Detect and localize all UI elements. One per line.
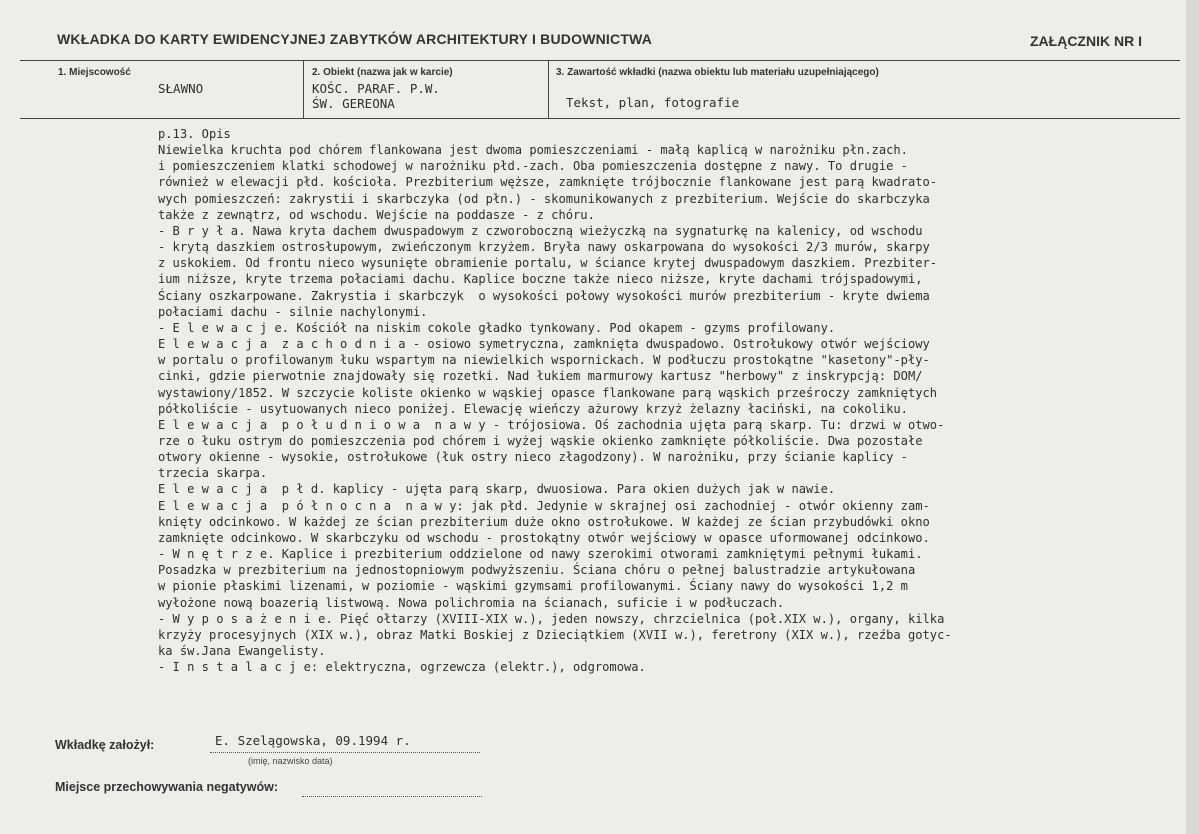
description-line: wych pomieszczeń: zakrystii i skarbczyka (od płn.) - skomunikowanych z prezbiterium. Wejście do skarbczyka <box>158 191 930 206</box>
founded-value: E. Szelągowska, 09.1994 r. <box>215 733 411 748</box>
description-line: ium niższe, kryte trzema połaciami dachu. Kaplice boczne także nieco niższe, kryte dachami trójspadowymi, <box>158 272 923 287</box>
description-line: Niewielka kruchta pod chórem flankowana jest dwoma pomieszczeniami - małą kaplicą w narożniku płn.zach. <box>158 143 908 158</box>
description-line: półkoliście - usytuowanych nieco poniżej. Elewację wieńczy ażurowy krzyż żelazny łaciński, na cokoliku. <box>158 401 908 416</box>
description-line: - krytą daszkiem ostrosłupowym, zwieńczonym krzyżem. Bryła nawy oskarpowana do wysokości 2/3 murów, skarpy <box>158 240 930 255</box>
object-value-line-1: KOŚC. PARAF. P.W. <box>312 81 440 96</box>
place-label: 1. Miejscowość <box>58 67 131 78</box>
description-line: - E l e w a c j e. Kościół na niskim cokole gładko tynkowany. Pod okapem - gzyms profilowany. <box>158 320 836 335</box>
negatives-label: Miejsce przechowywania negatywów: <box>55 780 278 794</box>
description-line: - W n ę t r z e. Kaplice i prezbiterium oddzielone od nawy szerokimi otworami zamkniętymi pełnymi łukami. <box>158 547 923 562</box>
negatives-dotted-line <box>302 796 482 797</box>
description-line: połaciami dachu - silnie nachylonymi. <box>158 304 428 319</box>
content-label: 3. Zawartość wkładki (nazwa obiektu lub materiału uzupełniającego) <box>556 67 879 78</box>
description-line: - B r y ł a. Nawa kryta dachem dwuspadowym z czworoboczną wieżyczką na sygnaturkę na kalenicy, od wschodu <box>158 223 923 238</box>
description-line: cinki, gdzie pierwotnie znajdowały się rozetki. Nad łukiem marmurowy kartusz "herbowy" z inskrypcją: DOM/ <box>158 369 923 384</box>
founded-label: Wkładkę założył: <box>55 738 155 752</box>
description-line: E l e w a c j a p ł d. kaplicy - ujęta parą skarp, dwuosiowa. Para okien dużych jak w nawie. <box>158 482 836 497</box>
description-line: w pionie płaskimi lizenami, w poziomie - wąskimi gzymsami profilowanymi. Ściany nawy do wysokości 1,2 m <box>158 579 908 594</box>
founded-caption: (imię, nazwisko data) <box>248 756 333 766</box>
description-line: zamknięte odcinkowo. W skarbczyku od wschodu - prostokątny otwór wejściowy w opasce uformowanej odcinkowo. <box>158 530 930 545</box>
description-line: - I n s t a l a c j e: elektryczna, ogrzewcza (elektr.), odgromowa. <box>158 660 646 675</box>
description-body <box>158 126 952 675</box>
place-value: SŁAWNO <box>158 81 204 96</box>
column-divider-1 <box>303 61 304 118</box>
header-bottom-rule <box>20 118 1180 119</box>
description-line: także z zewnątrz, od wschodu. Wejście na poddasze - z chóru. <box>158 207 595 222</box>
page-edge-shadow <box>1186 0 1199 834</box>
description-line: rze o łuku ostrym do pomieszczenia pod chórem i wyżej wąskie okienko zamknięte półkoliście. Dwa pozostałe <box>158 433 923 448</box>
column-divider-2 <box>548 61 549 118</box>
description-line: otwory okienne - wysokie, ostrołukowe (łuk ostry nieco złagodzony). W narożniku, przy ścianie kaplicy - <box>158 450 908 465</box>
description-line: wystawiony/1852. W szczycie koliste okienko w wąskiej opasce flankowane parą wąskich prześroczy zamkniętych <box>158 385 938 400</box>
description-line: E l e w a c j a p o ł u d n i o w a n a w y - trójosiowa. Oś zachodnia ujęta parą skarp. Tu: drzwi w otwo- <box>158 417 945 432</box>
description-line: E l e w a c j a p ó ł n o c n a n a w y: jak płd. Jedynie w skrajnej osi zachodniej - otwór okienny zam- <box>158 498 930 513</box>
description-line: w portalu o profilowanym łuku wspartym na niewielkich wspornickach. W podłuczu prostokątne "kasetony"-pły- <box>158 353 930 368</box>
description-line: E l e w a c j a z a c h o d n i a - osiowo symetryczna, zamknięta dwuspadowo. Ostrołukowy otwór wejściowy <box>158 337 930 352</box>
founded-dotted-line <box>210 752 480 753</box>
content-value: Tekst, plan, fotografie <box>566 95 740 110</box>
description-line: knięty odcinkowo. W każdej ze ścian prezbiterium duże okno ostrołukowe. W każdej ze ścian przybudówki okno <box>158 514 930 529</box>
description-line: Posadzka w prezbiterium na jednostopniowym podwyższeniu. Ściana chóru o pełnej balustradzie artykułowana <box>158 563 916 578</box>
top-rule <box>20 60 1180 61</box>
description-line: trzecia skarpa. <box>158 466 268 481</box>
object-value-line-2: ŚW. GEREONA <box>312 96 395 111</box>
description-line: krzyży procesyjnych (XIX w.), obraz Matki Boskiej z Dzieciątkiem (XVII w.), feretrony (XIX w.), rzeźba gotyc- <box>158 627 952 642</box>
attachment-number: ZAŁĄCZNIK NR I <box>1030 33 1142 49</box>
description-line: Ściany oszkarpowane. Zakrystia i skarbczyk o wysokości połowy wysokości murów prezbiterium - kryte dwiema <box>158 288 930 303</box>
description-line: i pomieszczeniem klatki schodowej w narożniku płd.-zach. Oba pomieszczenia dostępne z nawy. To drugie - <box>158 159 908 174</box>
description-line: wyłożone nową boazerią listwową. Nowa polichromia na ścianach, suficie i w podłuczach. <box>158 595 785 610</box>
description-line: również w elewacji płd. kościoła. Prezbiterium węższe, zamknięte trójbocznie flankowane jest parą kwadrato- <box>158 175 938 190</box>
description-line: z uskokiem. Od frontu nieco wysunięte obramienie portalu, w ściance krytej dwuspadowym daszkiem. Prezbiter- <box>158 256 938 271</box>
document-title: WKŁADKA DO KARTY EWIDENCYJNEJ ZABYTKÓW ARCHITEKTURY I BUDOWNICTWA <box>57 31 653 47</box>
description-line: ka św.Jana Ewangelisty. <box>158 644 326 658</box>
description-line: - W y p o s a ż e n i e. Pięć ołtarzy (XVIII-XIX w.), jeden nowszy, chrzcielnica (poł.XIX w.), organy, kilka <box>158 611 945 626</box>
description-line: p.13. Opis <box>158 127 231 141</box>
object-label: 2. Obiekt (nazwa jak w karcie) <box>312 67 453 78</box>
